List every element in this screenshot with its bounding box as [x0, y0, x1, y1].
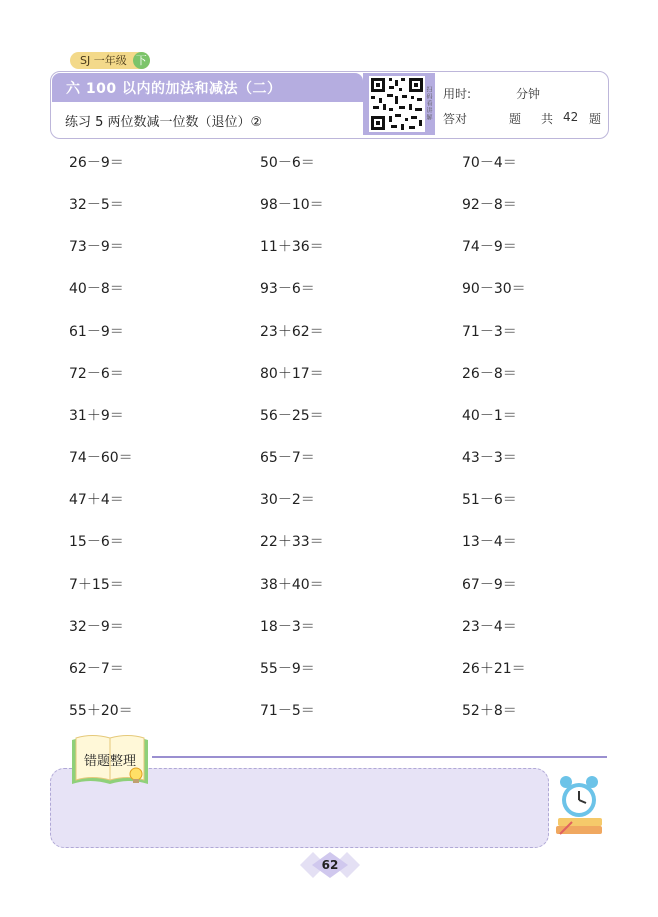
problem-item: 32－5＝ — [69, 197, 124, 214]
problem-item: 43－3＝ — [462, 450, 517, 467]
grade-tag — [70, 52, 150, 69]
problem-item: 51－6＝ — [462, 492, 517, 509]
grade-tag-text: SJ 一年级 — [80, 54, 127, 67]
problem-item: 93－6＝ — [260, 281, 315, 298]
problem-item: 26－8＝ — [462, 365, 517, 382]
qr-caption: 扫码看讲解 — [425, 86, 432, 121]
problem-item: 7＋15＝ — [69, 576, 124, 593]
problem-item: 71－3＝ — [462, 323, 517, 340]
problem-item: 40－8＝ — [69, 281, 124, 298]
page-number: 62 — [321, 858, 339, 872]
problem-item: 15－6＝ — [69, 534, 124, 551]
total-label: 共 — [541, 112, 554, 126]
problem-item: 55－9＝ — [260, 660, 315, 677]
problem-item: 52＋8＝ — [462, 702, 517, 719]
problem-item: 56－25＝ — [260, 407, 324, 424]
problem-item: 32－9＝ — [69, 618, 124, 635]
qr-code-icon[interactable] — [369, 76, 425, 132]
problem-item: 74－60＝ — [69, 450, 133, 467]
problem-item: 73－9＝ — [69, 239, 124, 256]
problem-item: 18－3＝ — [260, 618, 315, 635]
problem-item: 98－10＝ — [260, 197, 324, 214]
problem-item: 65－7＝ — [260, 450, 315, 467]
problem-item: 30－2＝ — [260, 492, 315, 509]
problem-item: 90－30＝ — [462, 281, 526, 298]
problem-item: 22＋33＝ — [260, 534, 324, 551]
problem-item: 71－5＝ — [260, 702, 315, 719]
exercise-title: 练习 5 两位数减一位数（退位）② — [65, 115, 263, 130]
problem-item: 62－7＝ — [69, 660, 124, 677]
time-unit: 分钟 — [516, 87, 541, 101]
review-title: 错题整理 — [84, 754, 137, 769]
problem-item: 67－9＝ — [462, 576, 517, 593]
problem-item: 11＋36＝ — [260, 239, 324, 256]
problem-item: 23＋62＝ — [260, 323, 324, 340]
problem-item: 38＋40＝ — [260, 576, 324, 593]
problem-item: 72－6＝ — [69, 365, 124, 382]
term-badge: 下 — [133, 52, 150, 69]
problem-item: 47＋4＝ — [69, 492, 124, 509]
problem-item: 74－9＝ — [462, 239, 517, 256]
problem-item: 55＋20＝ — [69, 702, 133, 719]
problem-item: 92－8＝ — [462, 197, 517, 214]
total-count: 42 — [563, 110, 579, 124]
correct-unit: 题 — [509, 112, 522, 126]
problem-item: 40－1＝ — [462, 407, 517, 424]
problem-item: 13－4＝ — [462, 534, 517, 551]
problem-item: 26＋21＝ — [462, 660, 526, 677]
alarm-clock-icon — [552, 772, 606, 838]
problem-item: 23－4＝ — [462, 618, 517, 635]
correct-label: 答对 — [443, 112, 468, 126]
problem-item: 70－4＝ — [462, 155, 517, 171]
unit-title: 六 100 以内的加法和减法（二） — [66, 81, 282, 97]
problem-item: 50－6＝ — [260, 155, 315, 171]
problem-item: 61－9＝ — [69, 323, 124, 340]
total-unit: 题 — [589, 112, 602, 126]
time-label: 用时: — [443, 87, 472, 101]
problem-item: 80＋17＝ — [260, 365, 324, 382]
problem-item: 31＋9＝ — [69, 407, 124, 424]
problem-item: 26－9＝ — [69, 155, 124, 171]
review-divider — [152, 756, 607, 758]
